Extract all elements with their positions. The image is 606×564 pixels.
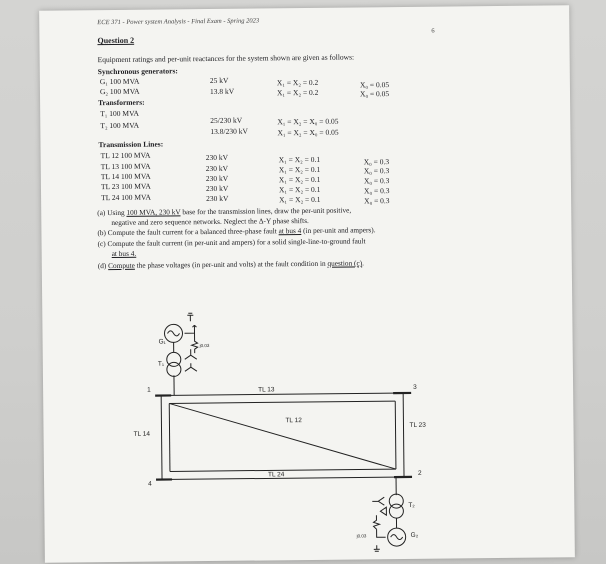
transformer-name: T₁ 100 MVA [100,108,139,119]
t1-wye-symbol-2 [185,363,197,371]
bus-3-2-right-conductor [403,393,404,477]
t1-label: T₁ [157,360,165,368]
intro-text: Equipment ratings and per-unit reactances for the system shown are given as follows: [97,52,355,65]
tl13-conductor [169,401,395,403]
question-c: (c) Compute the fault current (in per-unit and ampers) for a solid single-line-to-ground fault [97,236,366,249]
tl12-label: TL 12 [285,417,302,425]
line-voltage: 230 kV [206,193,229,204]
transformer-x: X₁ = X₂ = X₀ = 0.05 [277,127,339,138]
t2-delta-symbol [380,507,386,515]
g1-ground-symbol [187,313,193,321]
bus-4-label: 4 [148,480,152,488]
transformer-voltage: 25/230 kV [210,115,243,126]
question-title: Question 2 [97,35,135,46]
line-voltage: 230 kV [205,163,229,174]
line-x12: X₁ = X₂ = 0.1 [279,194,321,205]
t2-winding-2 [389,504,403,518]
bus-1-4-left-conductor [161,396,162,480]
g1-neutral-lead [184,325,196,333]
generator-voltage: 13.8 kV [209,86,235,97]
transformer-name: T₂ 100 MVA [100,120,140,131]
bus-3-label: 3 [413,383,417,391]
lines-heading: Transmission Lines: [98,139,164,150]
line-voltage: 230 kV [205,183,229,194]
tl13-label: TL 13 [258,386,275,394]
exam-page [39,5,575,563]
g2-ground-symbol [374,545,380,551]
generator-x12: X₁ = X₂ = 0.2 [276,87,319,98]
line-x0: X₀ = 0.3 [363,176,390,186]
generator-name: G₁ 100 MVA [99,76,140,87]
page-number: 6 [431,27,435,35]
line-name: TL 14 100 MVA [100,171,151,182]
tl24-label: TL 24 [267,471,285,479]
g2-ground-impedance [373,515,385,537]
line-x0: X₀ = 0.3 [363,186,390,196]
line-name: TL 12 100 MVA [100,150,151,161]
g2-ground-impedance-label: j0.03 [356,533,367,539]
generators-heading: Synchronous generators: [97,66,178,77]
line-x12: X₁ = X₂ = 0.1 [278,154,321,165]
line-x12: X₁ = X₂ = 0.1 [278,164,321,175]
question-c-cont: at bus 4. [111,248,137,259]
one-line-diagram [39,5,575,563]
line-x0: X₀ = 0.3 [363,157,390,167]
t1-winding-2 [167,352,181,366]
t2-label: T₂ [408,501,415,509]
tl14-conductor [169,403,170,471]
g2-sine-mark [391,535,403,540]
g1-label: G₁ [158,338,166,346]
tl12-conductor [169,401,396,471]
tl23-conductor [395,401,396,469]
generator-x12: X₁ = X₂ = 0.2 [276,77,319,88]
generator-x0: X₀ = 0.05 [359,89,390,99]
question-b: (b) Compute the fault current for a balanced three-phase fault at bus 4 (in per-unit and ampers). [97,225,376,238]
t2-wye-symbol [372,497,384,505]
line-name: TL 13 100 MVA [100,161,151,172]
tl23-label: TL 23 [409,421,426,429]
tl14-label: TL 14 [133,430,150,438]
page-header: ECE 371 - Power system Analysis - Final Exam - Spring 2023 [97,17,260,27]
transformer-x: X₁ = X₂ = X₀ = 0.05 [277,116,339,127]
bus-2-label: 2 [417,469,422,477]
question-a-cont: negative and zero sequence networks. Neglect the Δ-Y phase shifts. [111,215,309,228]
line-x0: X₀ = 0.3 [364,196,390,206]
g1-sine-mark [167,331,179,336]
g1-ground-impedance [192,333,198,353]
question-a: (a) Using 100 MVA, 230 kV base for the transmission lines, draw the per-unit positive, [97,205,352,218]
line-voltage: 230 kV [205,173,229,184]
bus-1-label: 1 [147,386,151,394]
line-x12: X₁ = X₂ = 0.1 [278,174,321,185]
line-name: TL 24 100 MVA [101,192,151,203]
transformers-heading: Transformers: [98,97,145,108]
line-x0: X₀ = 0.3 [363,166,390,176]
line-name: TL 23 100 MVA [100,181,151,192]
question-d: (d) Compute the phase voltages (in per-unit and volts) at the fault condition in question (c). [97,258,365,271]
generator-x0: X₀ = 0.05 [359,80,390,90]
line-voltage: 230 kV [205,152,229,163]
generator-voltage: 25 kV [209,75,229,86]
generator-name: G₂ 100 MVA [99,86,140,97]
bus-1-3-top-conductor [161,393,403,396]
line-x12: X₁ = X₂ = 0.1 [278,184,321,195]
g1-ground-impedance-label: j0.03 [199,343,210,349]
g2-label: G₂ [410,531,419,539]
transformer-voltage: 13.8/230 kV [210,126,248,137]
